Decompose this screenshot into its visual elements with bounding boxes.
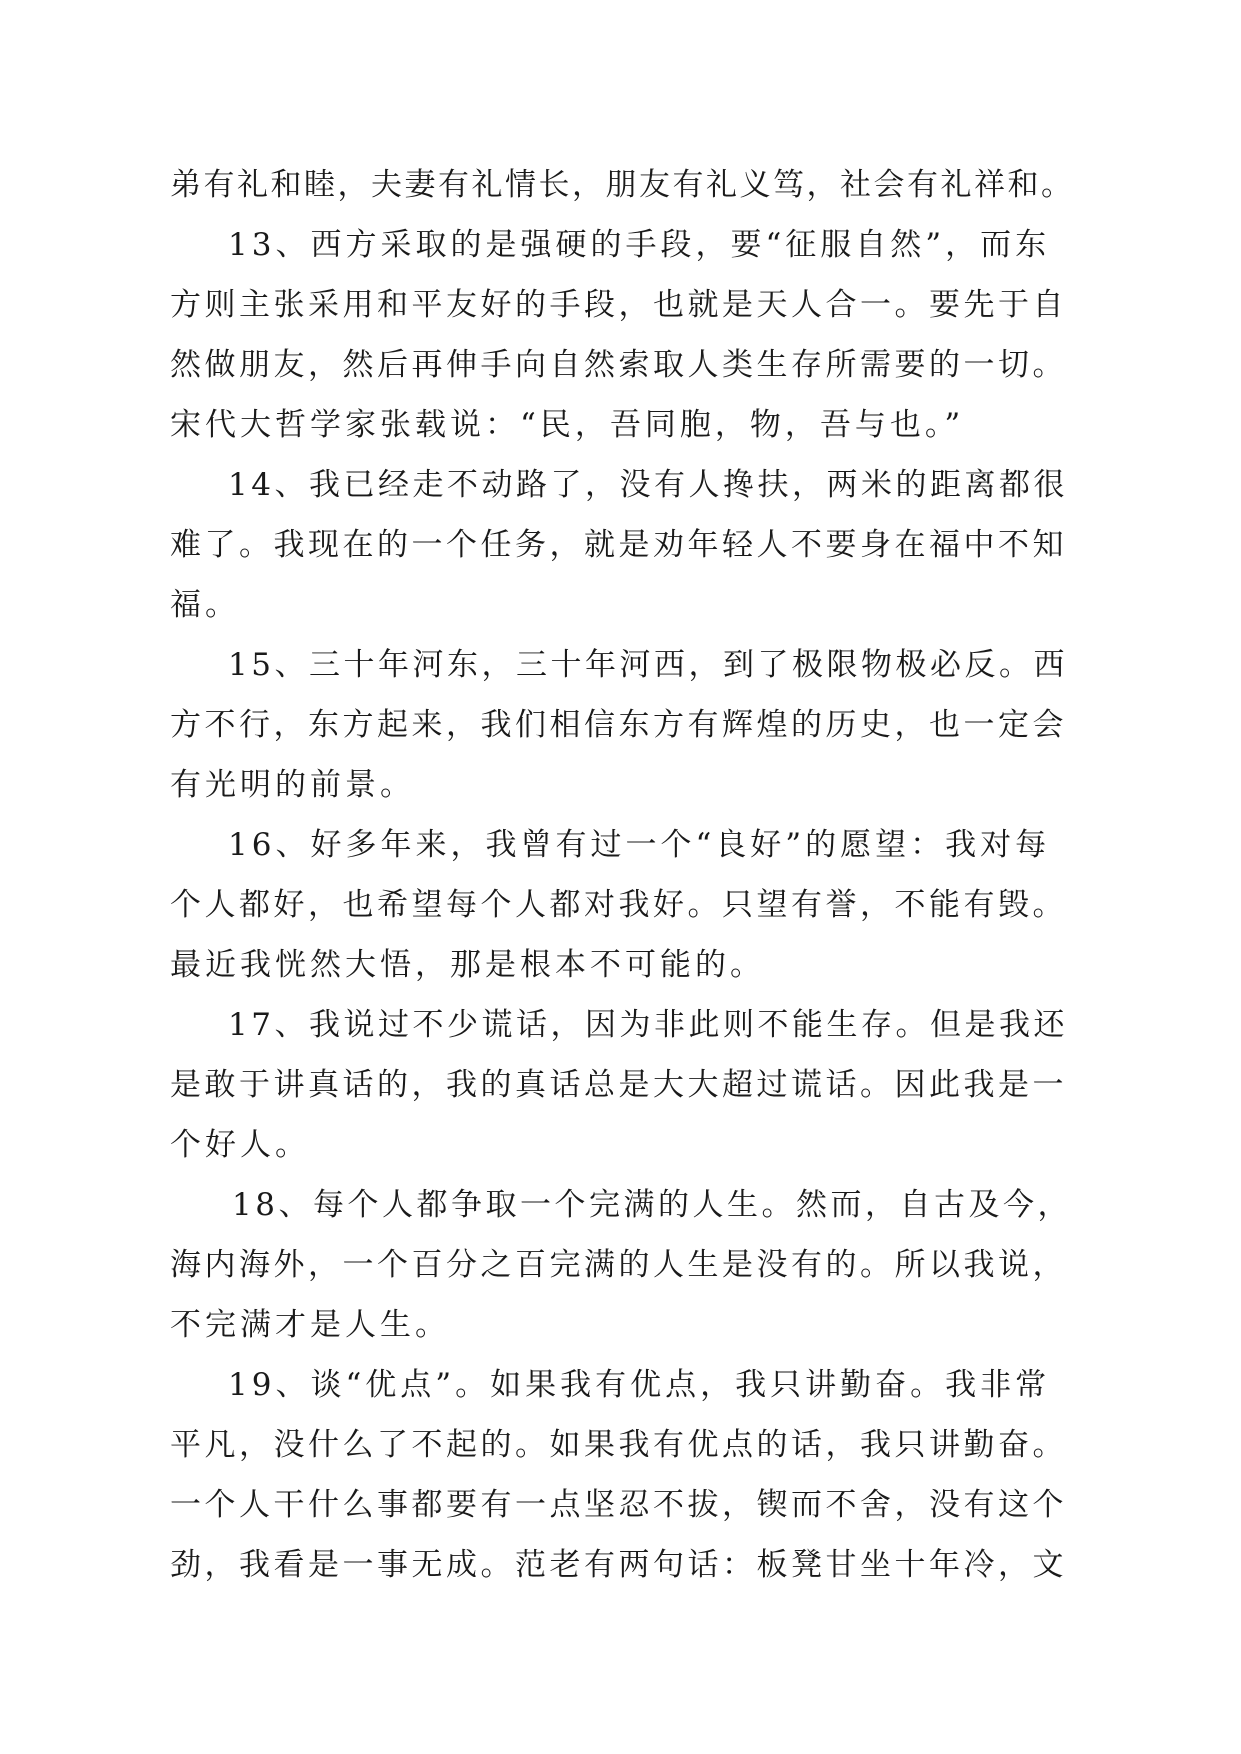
text-line-content: 然做朋友，然后再伸手向自然索取人类生存所需要的一切。 xyxy=(170,347,1067,383)
text-line-content: 16、好多年来，我曾有过一个“良好”的愿望：我对每 xyxy=(228,827,1051,863)
text-line xyxy=(0,1415,1241,1475)
text-line xyxy=(0,575,1241,635)
text-line xyxy=(0,215,1241,275)
text-line xyxy=(0,755,1241,815)
text-line-content: 弟有礼和睦，夫妻有礼情长，朋友有礼义笃，社会有礼祥和。 xyxy=(170,167,1075,203)
text-line-content: 是敢于讲真话的，我的真话总是大大超过谎话。因此我是一 xyxy=(170,1067,1067,1103)
text-line-content: 难了。我现在的一个任务，就是劝年轻人不要身在福中不知 xyxy=(170,527,1067,563)
text-line xyxy=(0,635,1241,695)
text-line-content: 个好人。 xyxy=(170,1127,310,1163)
text-line-content: 不完满才是人生。 xyxy=(170,1307,450,1343)
text-line xyxy=(0,515,1241,575)
text-line xyxy=(0,455,1241,515)
text-line xyxy=(0,1475,1241,1535)
text-line xyxy=(0,1355,1241,1415)
text-line-content: 福。 xyxy=(170,587,240,623)
text-line-content: 劲，我看是一事无成。范老有两句话：板凳甘坐十年冷，文 xyxy=(170,1547,1067,1583)
text-line xyxy=(0,275,1241,335)
text-line-content: 最近我恍然大悟，那是根本不可能的。 xyxy=(170,947,765,983)
text-line xyxy=(0,1175,1241,1235)
text-line xyxy=(0,1295,1241,1355)
text-line-content: 方则主张采用和平友好的手段，也就是天人合一。要先于自 xyxy=(170,287,1067,323)
text-line xyxy=(0,1535,1241,1595)
text-line xyxy=(0,935,1241,995)
text-line-content: 17、我说过不少谎话，因为非此则不能生存。但是我还 xyxy=(228,1007,1068,1043)
text-line xyxy=(0,995,1241,1055)
text-line xyxy=(0,815,1241,875)
text-line-content: 宋代大哲学家张载说：“民，吾同胞，物，吾与也。” xyxy=(170,407,965,443)
text-line xyxy=(0,1115,1241,1175)
text-line-content: 海内海外，一个百分之百完满的人生是没有的。所以我说， xyxy=(170,1247,1067,1283)
text-line xyxy=(0,395,1241,455)
text-line xyxy=(0,875,1241,935)
text-line-content: 19、谈“优点”。如果我有优点，我只讲勤奋。我非常 xyxy=(228,1367,1051,1403)
text-line xyxy=(0,335,1241,395)
text-line-content: 15、三十年河东，三十年河西，到了极限物极必反。西 xyxy=(228,647,1068,683)
text-line-content: 个人都好，也希望每个人都对我好。只望有誉，不能有毁。 xyxy=(170,887,1067,923)
text-line xyxy=(0,1235,1241,1295)
text-line xyxy=(0,695,1241,755)
text-line-content: 18、每个人都争取一个完满的人生。然而，自古及今， xyxy=(232,1187,1072,1223)
text-line-content: 14、我已经走不动路了，没有人搀扶，两米的距离都很 xyxy=(228,467,1068,503)
text-line-content: 方不行，东方起来，我们相信东方有辉煌的历史，也一定会 xyxy=(170,707,1067,743)
text-line xyxy=(0,155,1241,215)
text-line-content: 平凡，没什么了不起的。如果我有优点的话，我只讲勤奋。 xyxy=(170,1427,1067,1463)
text-line-content: 有光明的前景。 xyxy=(170,767,415,803)
text-line-content: 一个人干什么事都要有一点坚忍不拔，锲而不舍，没有这个 xyxy=(170,1487,1067,1523)
text-line xyxy=(0,1055,1241,1115)
text-line-content: 13、西方采取的是强硬的手段，要“征服自然”，而东 xyxy=(228,227,1051,263)
